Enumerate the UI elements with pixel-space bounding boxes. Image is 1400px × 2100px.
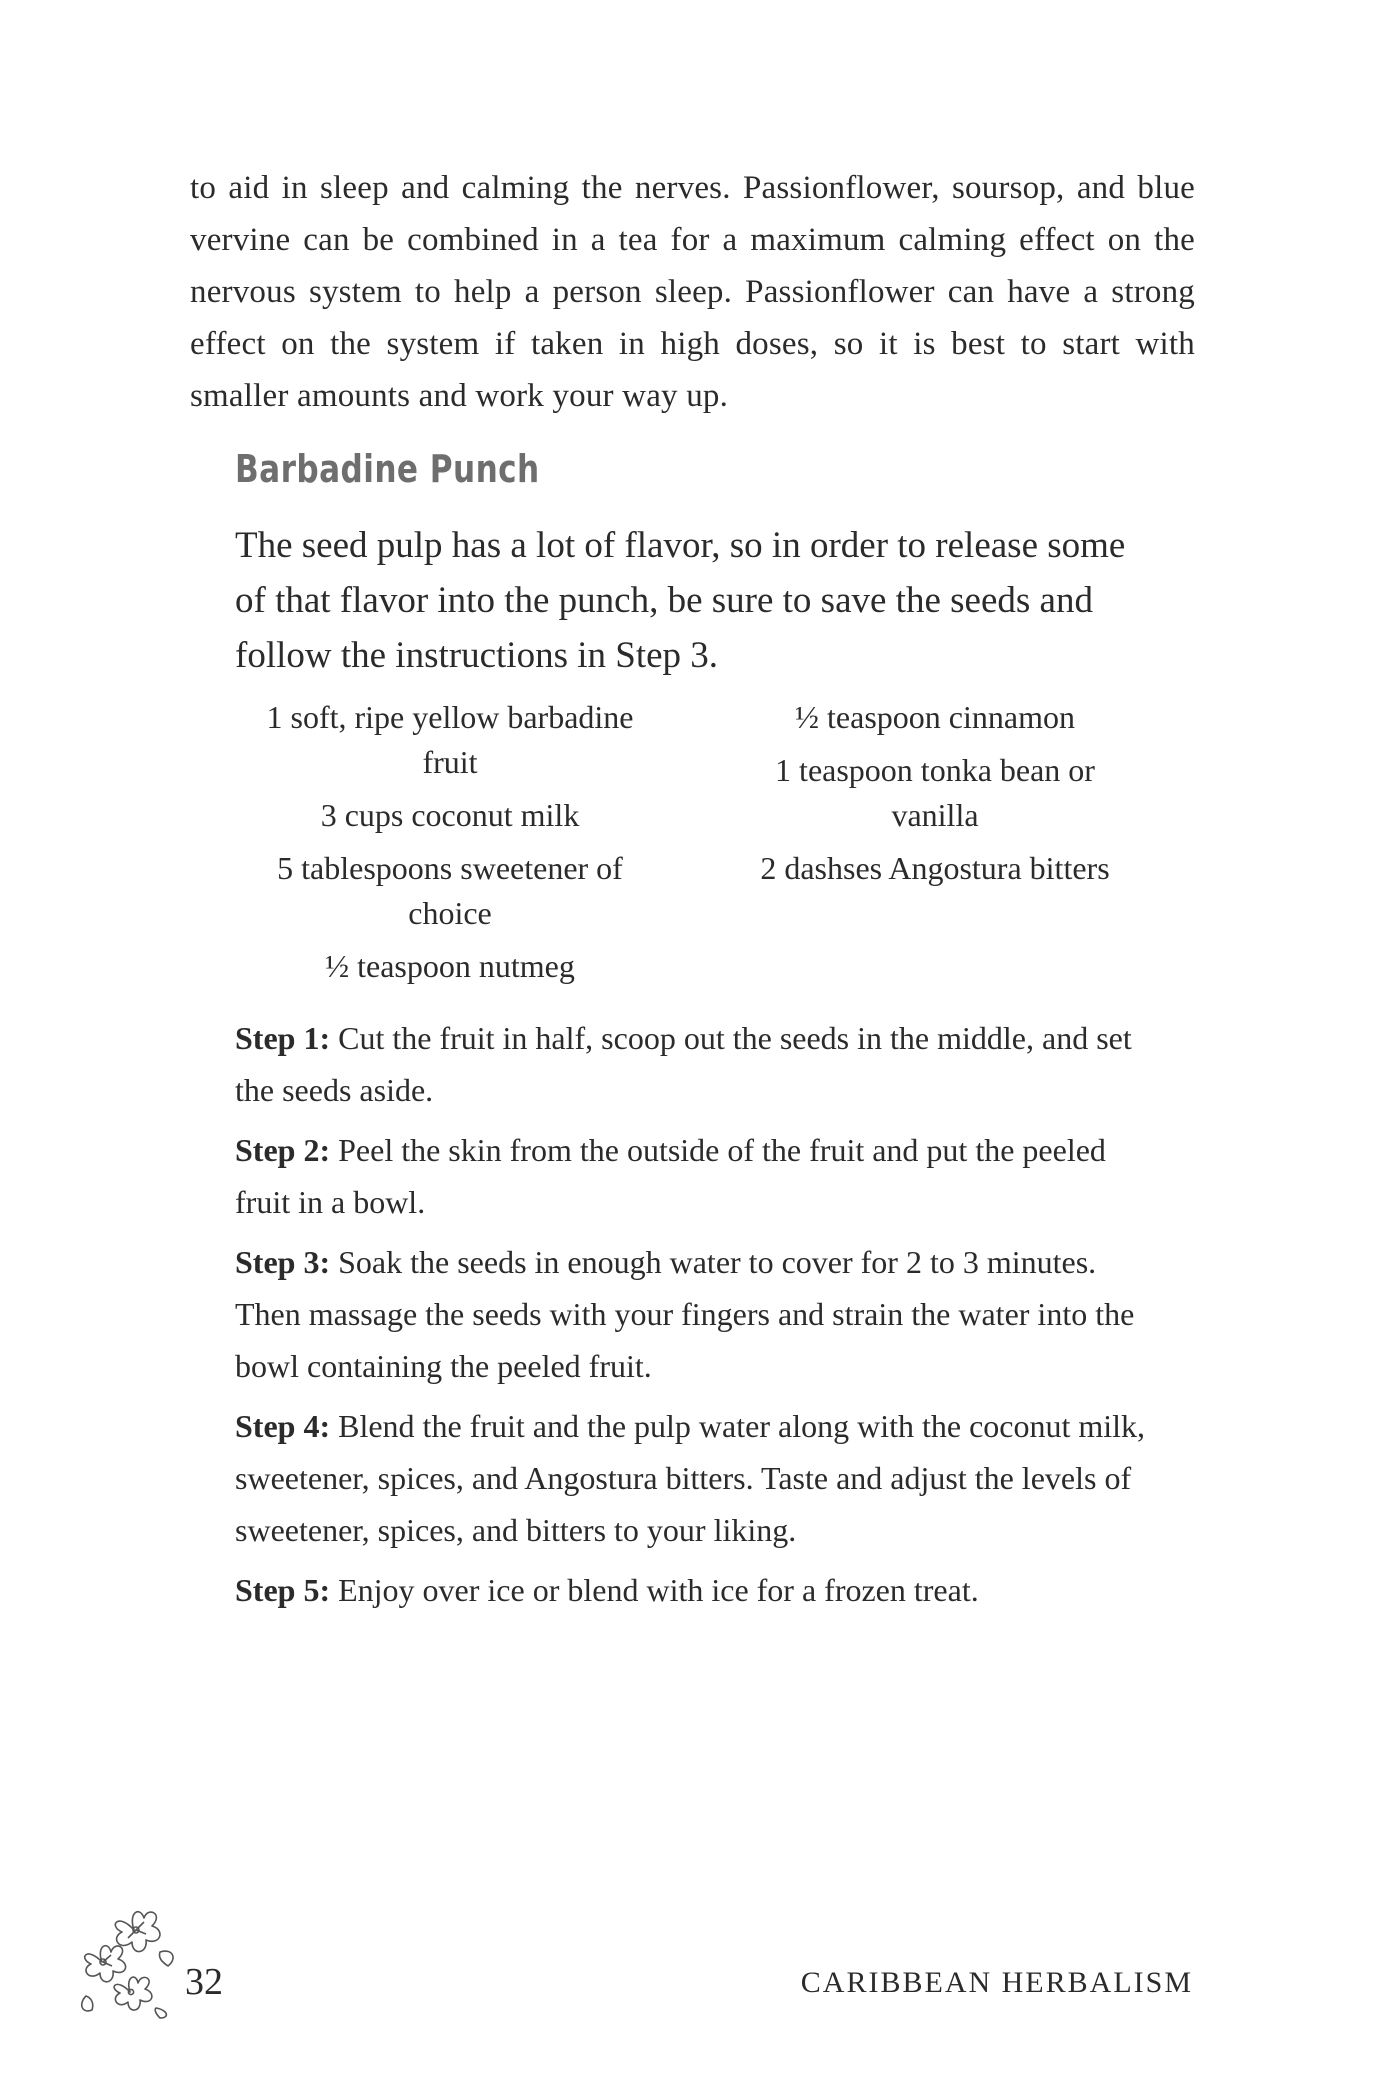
recipe-step bbox=[235, 1564, 1165, 1616]
step-label: Step 5: bbox=[235, 1572, 331, 1608]
recipe-step bbox=[235, 1400, 1165, 1556]
step-label: Step 3: bbox=[235, 1244, 331, 1280]
ingredient-item: 5 tablespoons sweetener of choice bbox=[277, 850, 623, 931]
step-label: Step 1: bbox=[235, 1020, 331, 1056]
recipe-title: Barbadine Punch bbox=[235, 447, 540, 491]
recipe-steps bbox=[235, 1012, 1165, 1624]
ingredient-item: 1 soft, ripe yellow barbadine fruit bbox=[266, 699, 634, 780]
ingredient-item: 1 teaspoon tonka bean or vanilla bbox=[775, 752, 1095, 833]
hibiscus-flower-icon bbox=[72, 1900, 182, 2020]
step-text: Soak the seeds in enough water to cover for 2 to 3 minutes. Then massage the seeds with your fingers and strain the water into the bowl containing the peeled fruit. bbox=[235, 1244, 1135, 1384]
step-text: Blend the fruit and the pulp water along with the coconut milk, sweetener, spices, and Angostura bitters. Taste and adjust the levels of sweetener, spices, and bitters to your liking. bbox=[235, 1408, 1146, 1548]
ingredients-left-column bbox=[260, 695, 640, 997]
recipe-step bbox=[235, 1124, 1165, 1228]
running-head: CARIBBEAN HERBALISM bbox=[800, 1966, 1193, 1999]
step-label: Step 4: bbox=[235, 1408, 331, 1444]
step-text: Peel the skin from the outside of the fruit and put the peeled fruit in a bowl. bbox=[235, 1132, 1106, 1220]
ingredients-right-column bbox=[745, 695, 1125, 899]
ingredient-item: ½ teaspoon nutmeg bbox=[325, 948, 575, 984]
recipe-intro: The seed pulp has a lot of flavor, so in order to release some of that flavor into the punch, be sure to save the seeds and follow the instructions in Step 3. bbox=[235, 525, 1126, 676]
ingredient-item: ½ teaspoon cinnamon bbox=[795, 699, 1075, 735]
step-text: Cut the fruit in half, scoop out the seeds in the middle, and set the seeds aside. bbox=[235, 1020, 1132, 1108]
intro-paragraph: to aid in sleep and calming the nerves. Passionflower, soursop, and blue vervine can be combined in a tea for a maximum calming effect on the nervous system to help a person sleep. Passionflower can have a strong effect on the system if taken in high doses, so it is best to start with smaller amounts and work your way up. bbox=[190, 170, 1195, 414]
recipe-step bbox=[235, 1236, 1165, 1392]
page-number: 32 bbox=[185, 1961, 223, 2003]
ingredient-item: 3 cups coconut milk bbox=[320, 797, 580, 833]
step-text: Enjoy over ice or blend with ice for a frozen treat. bbox=[338, 1572, 979, 1608]
recipe-step bbox=[235, 1012, 1165, 1116]
ingredient-item: 2 dashses Angostura bitters bbox=[760, 850, 1110, 886]
step-label: Step 2: bbox=[235, 1132, 331, 1168]
